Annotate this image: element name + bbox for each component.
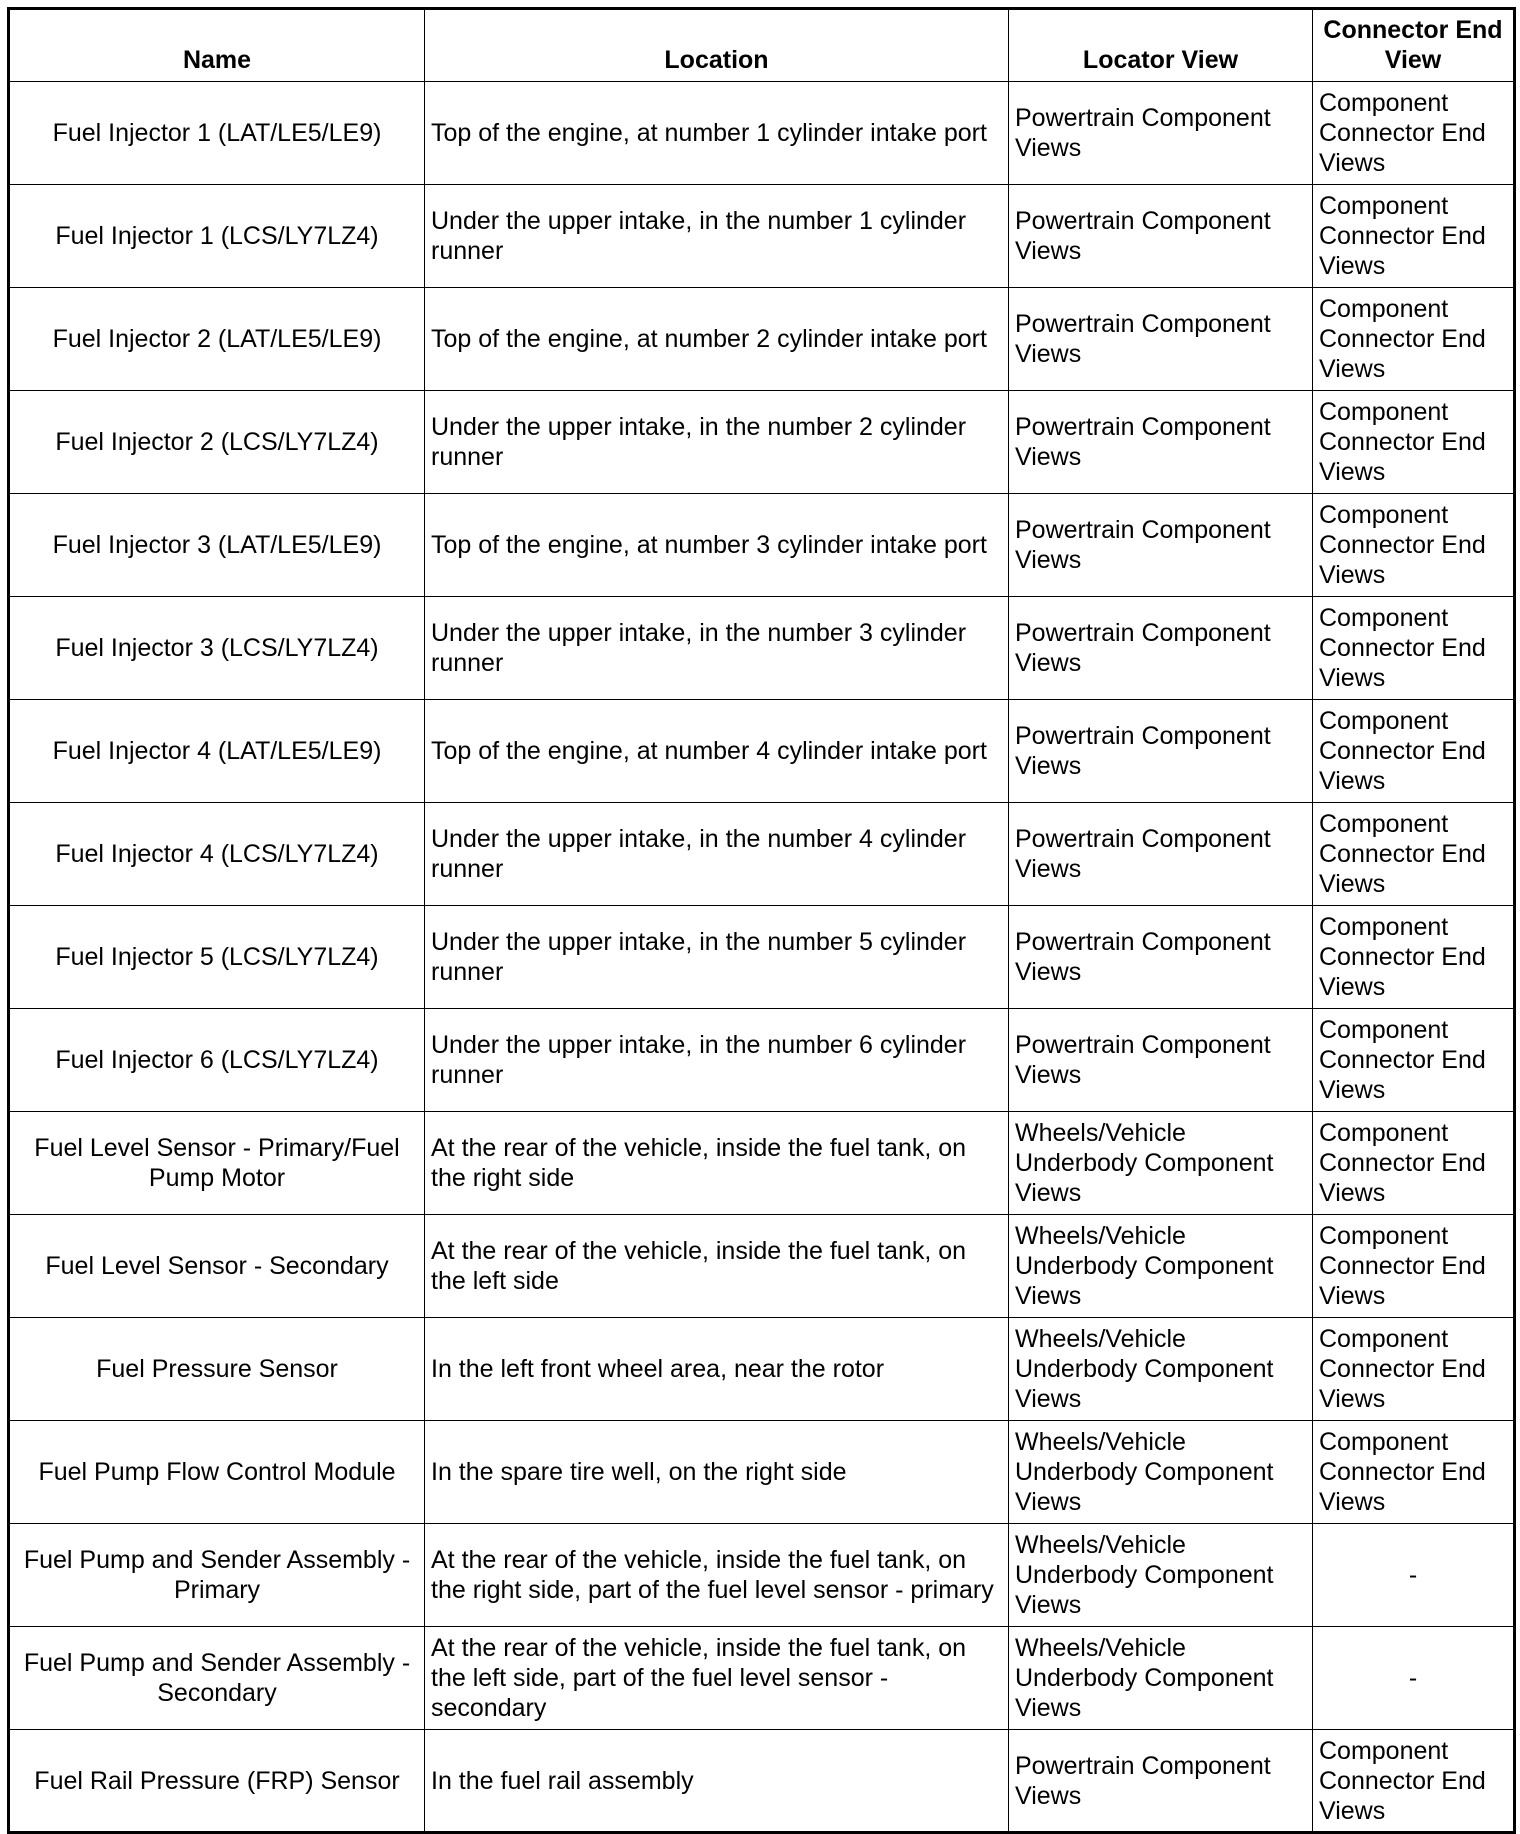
cell-location: In the spare tire well, on the right side xyxy=(425,1421,1009,1524)
cell-locator-view: Powertrain Component Views xyxy=(1009,597,1313,700)
table-row xyxy=(9,803,1515,906)
table-row xyxy=(9,391,1515,494)
cell-locator-view: Wheels/Vehicle Underbody Component Views xyxy=(1009,1318,1313,1421)
cell-location: Under the upper intake, in the number 3 cylinder runner xyxy=(425,597,1009,700)
cell-locator-view: Powertrain Component Views xyxy=(1009,288,1313,391)
cell-connector-end-view: Component Connector End Views xyxy=(1313,1730,1515,1833)
table-row xyxy=(9,494,1515,597)
table-header-row xyxy=(9,9,1515,82)
component-locator-table xyxy=(7,7,1516,1834)
column-header-connector-end-view: Connector End View xyxy=(1313,9,1515,82)
cell-location: At the rear of the vehicle, inside the fuel tank, on the left side, part of the fuel level sensor - secondary xyxy=(425,1627,1009,1730)
cell-location: Top of the engine, at number 1 cylinder intake port xyxy=(425,82,1009,185)
cell-name: Fuel Level Sensor - Secondary xyxy=(9,1215,425,1318)
table-row xyxy=(9,1009,1515,1112)
cell-locator-view: Wheels/Vehicle Underbody Component Views xyxy=(1009,1215,1313,1318)
cell-locator-view: Powertrain Component Views xyxy=(1009,803,1313,906)
cell-locator-view: Wheels/Vehicle Underbody Component Views xyxy=(1009,1421,1313,1524)
cell-location: Under the upper intake, in the number 4 cylinder runner xyxy=(425,803,1009,906)
table-row xyxy=(9,1215,1515,1318)
table-row xyxy=(9,906,1515,1009)
cell-locator-view: Powertrain Component Views xyxy=(1009,906,1313,1009)
table-row xyxy=(9,82,1515,185)
column-header-location: Location xyxy=(425,9,1009,82)
table-row xyxy=(9,597,1515,700)
cell-name: Fuel Injector 3 (LAT/LE5/LE9) xyxy=(9,494,425,597)
cell-locator-view: Powertrain Component Views xyxy=(1009,185,1313,288)
cell-connector-end-view: Component Connector End Views xyxy=(1313,700,1515,803)
column-header-locator-view: Locator View xyxy=(1009,9,1313,82)
cell-connector-end-view: Component Connector End Views xyxy=(1313,82,1515,185)
table-row xyxy=(9,1524,1515,1627)
cell-location: Under the upper intake, in the number 2 cylinder runner xyxy=(425,391,1009,494)
cell-locator-view: Powertrain Component Views xyxy=(1009,1009,1313,1112)
cell-name: Fuel Injector 2 (LAT/LE5/LE9) xyxy=(9,288,425,391)
cell-locator-view: Powertrain Component Views xyxy=(1009,391,1313,494)
cell-location: Top of the engine, at number 2 cylinder intake port xyxy=(425,288,1009,391)
cell-name: Fuel Injector 5 (LCS/LY7LZ4) xyxy=(9,906,425,1009)
cell-locator-view: Wheels/Vehicle Underbody Component Views xyxy=(1009,1524,1313,1627)
cell-name: Fuel Injector 2 (LCS/LY7LZ4) xyxy=(9,391,425,494)
cell-connector-end-view: Component Connector End Views xyxy=(1313,1421,1515,1524)
cell-name: Fuel Rail Pressure (FRP) Sensor xyxy=(9,1730,425,1833)
table-row xyxy=(9,288,1515,391)
component-locator-table-wrapper xyxy=(7,7,1513,1834)
table-row xyxy=(9,1112,1515,1215)
cell-location: At the rear of the vehicle, inside the fuel tank, on the left side xyxy=(425,1215,1009,1318)
cell-locator-view: Powertrain Component Views xyxy=(1009,494,1313,597)
table-row xyxy=(9,1730,1515,1833)
cell-name: Fuel Injector 4 (LCS/LY7LZ4) xyxy=(9,803,425,906)
cell-name: Fuel Pump and Sender Assembly - Secondary xyxy=(9,1627,425,1730)
cell-name: Fuel Pump Flow Control Module xyxy=(9,1421,425,1524)
cell-connector-end-view: Component Connector End Views xyxy=(1313,1318,1515,1421)
cell-name: Fuel Injector 1 (LAT/LE5/LE9) xyxy=(9,82,425,185)
cell-connector-end-view: Component Connector End Views xyxy=(1313,597,1515,700)
cell-name: Fuel Injector 6 (LCS/LY7LZ4) xyxy=(9,1009,425,1112)
cell-name: Fuel Injector 1 (LCS/LY7LZ4) xyxy=(9,185,425,288)
cell-name: Fuel Level Sensor - Primary/Fuel Pump Motor xyxy=(9,1112,425,1215)
cell-locator-view: Powertrain Component Views xyxy=(1009,1730,1313,1833)
cell-connector-end-view: Component Connector End Views xyxy=(1313,1112,1515,1215)
cell-location: In the left front wheel area, near the rotor xyxy=(425,1318,1009,1421)
cell-connector-end-view: Component Connector End Views xyxy=(1313,185,1515,288)
cell-location: Under the upper intake, in the number 6 cylinder runner xyxy=(425,1009,1009,1112)
cell-connector-end-view: Component Connector End Views xyxy=(1313,494,1515,597)
cell-name: Fuel Injector 3 (LCS/LY7LZ4) xyxy=(9,597,425,700)
cell-connector-end-view: Component Connector End Views xyxy=(1313,288,1515,391)
cell-location: Under the upper intake, in the number 5 cylinder runner xyxy=(425,906,1009,1009)
table-row xyxy=(9,185,1515,288)
cell-location: Top of the engine, at number 4 cylinder intake port xyxy=(425,700,1009,803)
cell-locator-view: Powertrain Component Views xyxy=(1009,82,1313,185)
table-row xyxy=(9,1627,1515,1730)
cell-connector-end-view: Component Connector End Views xyxy=(1313,1009,1515,1112)
cell-locator-view: Powertrain Component Views xyxy=(1009,700,1313,803)
cell-location: At the rear of the vehicle, inside the fuel tank, on the right side xyxy=(425,1112,1009,1215)
cell-name: Fuel Injector 4 (LAT/LE5/LE9) xyxy=(9,700,425,803)
cell-connector-end-view: Component Connector End Views xyxy=(1313,1215,1515,1318)
cell-locator-view: Wheels/Vehicle Underbody Component Views xyxy=(1009,1627,1313,1730)
table-body xyxy=(9,82,1515,1833)
cell-connector-end-view: - xyxy=(1313,1524,1515,1627)
cell-name: Fuel Pump and Sender Assembly - Primary xyxy=(9,1524,425,1627)
column-header-name: Name xyxy=(9,9,425,82)
cell-connector-end-view: Component Connector End Views xyxy=(1313,803,1515,906)
cell-location: Under the upper intake, in the number 1 cylinder runner xyxy=(425,185,1009,288)
cell-location: In the fuel rail assembly xyxy=(425,1730,1009,1833)
table-row xyxy=(9,700,1515,803)
cell-location: Top of the engine, at number 3 cylinder intake port xyxy=(425,494,1009,597)
cell-location: At the rear of the vehicle, inside the fuel tank, on the right side, part of the fuel level sensor - primary xyxy=(425,1524,1009,1627)
cell-name: Fuel Pressure Sensor xyxy=(9,1318,425,1421)
cell-connector-end-view: Component Connector End Views xyxy=(1313,906,1515,1009)
table-row xyxy=(9,1318,1515,1421)
cell-locator-view: Wheels/Vehicle Underbody Component Views xyxy=(1009,1112,1313,1215)
cell-connector-end-view: Component Connector End Views xyxy=(1313,391,1515,494)
table-row xyxy=(9,1421,1515,1524)
cell-connector-end-view: - xyxy=(1313,1627,1515,1730)
